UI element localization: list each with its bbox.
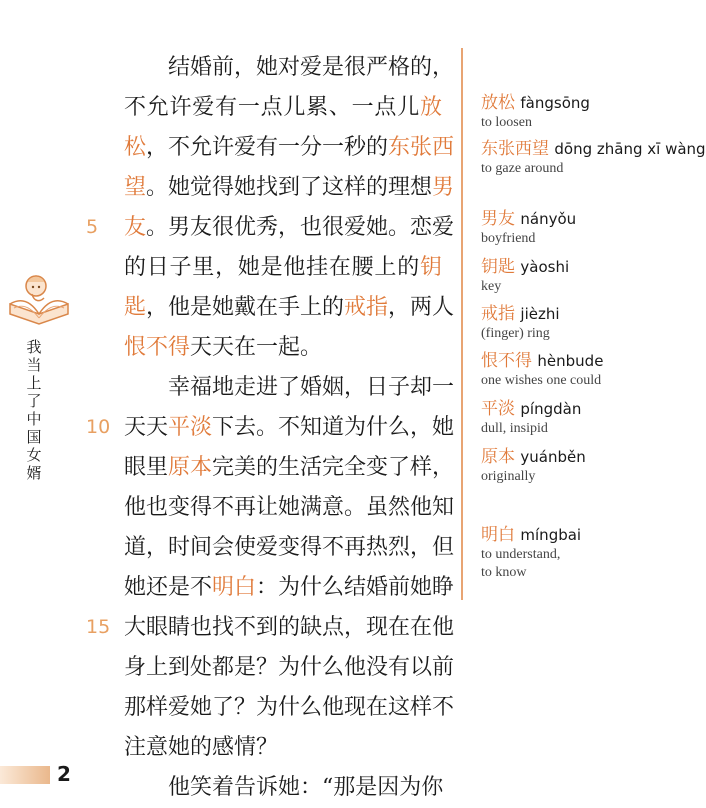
text-line [124,728,442,768]
text-line [124,328,442,368]
text-segment: 身上到处都是？为什么他没有以前 [124,655,455,680]
glossary-definition: to understand, [481,547,561,562]
text-segment: ：为什么结婚前她睁 [256,575,455,600]
text-line [124,528,455,568]
glossary-headword [481,138,706,160]
glossary-headword [481,303,641,325]
glossary-hanzi: 钥匙 [481,257,515,277]
glossary-headword [481,208,641,230]
line-number: 5 [86,216,99,238]
title-character: 上 [26,374,42,392]
title-character: 我 [26,338,42,356]
vocab-highlight: 恨不得 [124,335,191,360]
glossary-hanzi: 男友 [481,209,515,229]
glossary-pinyin: píngdàn [520,400,582,418]
glossary-headword [481,524,641,546]
book-icon [6,268,72,332]
text-line [124,688,455,728]
text-line [124,288,455,328]
text-segment: 下去。不知道为什么，她 [212,415,455,440]
text-line [124,248,442,288]
text-segment: ，两人 [388,295,455,320]
text-segment: 她还是不 [124,575,213,600]
text-segment: 天天在一起。 [190,335,323,360]
glossary-entry [481,446,641,486]
glossary-definition: to loosen [481,115,532,130]
glossary-definition: dull, insipid [481,421,548,436]
text-line [124,408,455,448]
text-line [124,208,455,248]
glossary-definition: one wishes one could [481,373,602,388]
text-line [124,128,455,168]
glossary-definition: originally [481,469,536,484]
text-line [168,768,442,808]
title-character: 女 [26,446,42,464]
text-line [124,488,455,528]
glossary-hanzi: 恨不得 [481,351,532,371]
text-segment: 眼里 [124,455,169,480]
glossary-headword [481,92,641,114]
glossary-definition: to gaze around [481,161,564,176]
text-segment: 他也变得不再让她满意。虽然他知 [124,495,455,520]
glossary-entry [481,350,641,390]
text-segment: 他笑着告诉她：“那是因为你 [168,775,444,800]
vocab-highlight: 钥 [419,255,442,280]
glossary-hanzi: 明白 [481,525,515,545]
text-line [168,48,455,88]
glossary-pinyin: míngbai [520,526,582,544]
vocab-highlight: 松 [124,135,147,160]
glossary-pinyin: jièzhi [520,305,560,323]
glossary-headword [481,256,641,278]
vocab-highlight: 望 [124,175,147,200]
title-character: 国 [26,428,42,446]
glossary-headword [481,446,641,468]
glossary-pinyin: yuánběn [520,448,586,466]
text-segment: 的日子里，她是他挂在腰上的 [124,255,420,280]
vocab-highlight: 平淡 [168,415,213,440]
glossary-definition: (finger) ring [481,326,550,341]
glossary-hanzi: 放松 [481,93,515,113]
text-segment: 。男友很优秀，也很爱她。恋爱 [146,215,455,240]
text-segment: 。她觉得她找到了这样的理想 [146,175,433,200]
text-segment: ，不允许爱有一分一秒的 [146,135,389,160]
glossary-hanzi: 平淡 [481,399,515,419]
text-segment: 不允许爱有一点儿累、一点儿 [124,95,420,120]
glossary-pinyin: yàoshi [520,258,570,276]
text-segment: 完美的生活完全变了样， [212,455,455,480]
text-segment: 幸福地走进了婚姻，日子却一 [168,375,455,400]
line-number: 15 [86,616,111,638]
glossary-definition: key [481,279,502,294]
text-line [124,568,455,608]
glossary-entry [481,208,641,248]
vocab-highlight: 东张西 [388,135,455,160]
vocab-highlight: 匙 [124,295,147,320]
text-segment: ，他是她戴在手上的 [146,295,345,320]
vocab-highlight: 友 [124,215,147,240]
text-line [124,88,442,128]
glossary-definition: boyfriend [481,231,536,246]
glossary-hanzi: 东张西望 [481,139,549,159]
text-segment: 那样爱她了？为什么他现在这样不 [124,695,455,720]
title-character: 了 [26,392,42,410]
page-number: 2 [57,762,71,786]
glossary-entry [481,256,641,296]
glossary-entry [481,138,706,178]
text-segment: 注意她的感情？ [124,735,279,760]
margin-rule [461,48,463,600]
text-segment: 道，时间会使爱变得不再热烈，但 [124,535,455,560]
glossary-hanzi: 戒指 [481,304,515,324]
text-line [124,448,455,488]
line-number: 10 [86,416,111,438]
text-segment: 结婚前，她对爱是很严格的， [168,55,455,80]
vocab-highlight: 原本 [168,455,213,480]
title-character: 中 [26,410,42,428]
vocab-highlight: 戒指 [344,295,389,320]
glossary-hanzi: 原本 [481,447,515,467]
text-segment: 天天 [124,415,169,440]
text-line [124,168,455,208]
glossary-pinyin: hènbude [537,352,604,370]
glossary-pinyin: fàngsōng [520,94,590,112]
footer-bar [0,766,50,784]
title-character: 当 [26,356,42,374]
glossary-entry [481,303,641,343]
glossary-entry [481,524,641,582]
text-segment: 大眼睛也找不到的缺点，现在在他 [124,615,455,640]
glossary-pinyin: dōng zhāng xī wàng [554,140,706,158]
glossary-entry [481,398,641,438]
glossary-definition: to know [481,565,527,580]
vocab-highlight: 放 [419,95,442,120]
vocab-highlight: 男 [432,175,455,200]
title-character: 婿 [26,464,42,482]
glossary-pinyin: nányǒu [520,210,577,228]
vocab-highlight: 明白 [212,575,257,600]
book-title-vertical [24,338,44,482]
glossary-entry [481,92,641,132]
glossary-headword [481,398,641,420]
text-line [124,608,455,648]
glossary-headword [481,350,641,372]
text-line [168,368,455,408]
text-line [124,648,455,688]
